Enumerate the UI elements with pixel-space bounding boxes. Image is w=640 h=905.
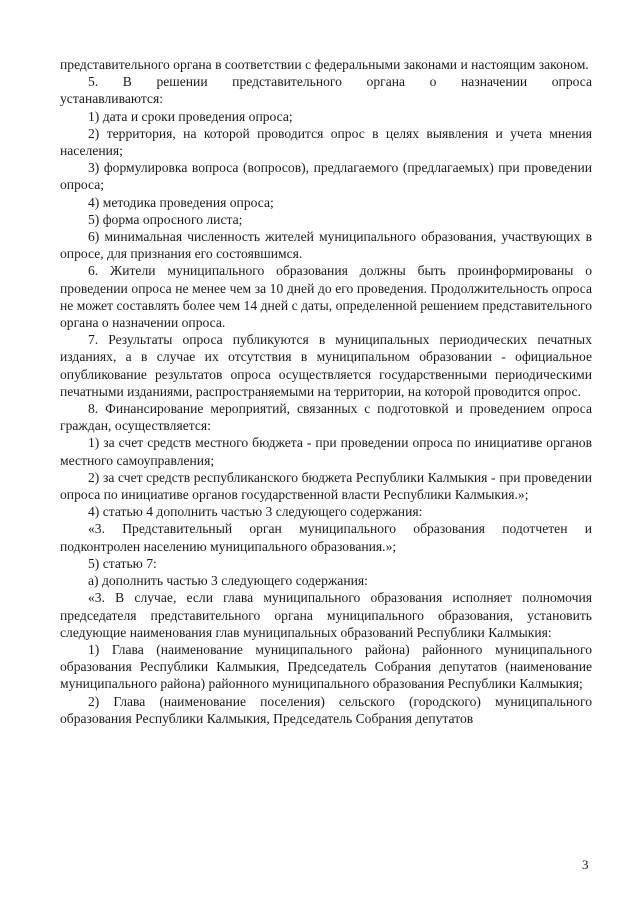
paragraph: 5) статью 7: xyxy=(88,555,157,571)
paragraph: представительного органа в соответствии с федеральными законами и настоящим законом. xyxy=(60,57,589,72)
paragraph: 1) Глава (наименование муниципального района) районного муниципального образования Республики Калмыкия, Председатель Собрания депутатов (наименование муниципального района) районного муниципального образования Республики Калмыкия; xyxy=(60,641,592,692)
paragraph: а) дополнить частью 3 следующего содержания: xyxy=(88,573,368,589)
paragraph: «3. Представительный орган муниципального образования подотчетен и подконтролен населению муниципального образования.»; xyxy=(60,521,592,554)
paragraph: 1) за счет средств местного бюджета - при проведении опроса по инициативе органов местного самоуправления; xyxy=(60,435,592,468)
paragraph: 2) за счет средств республиканского бюджета Республики Калмыкия - при проведении опроса по инициативе органов государственной власти Республики Калмыкия.»; xyxy=(60,469,592,503)
paragraph: 3) формулировка вопроса (вопросов), предлагаемого (предлагаемых) при проведении опроса; xyxy=(60,160,592,193)
paragraph: «3. В случае, если глава муниципального образования исполняет полномочия председателя представительного органа муниципального образования, установить следующие наименования глав муниципальных образований Республики Калмыкия: xyxy=(60,590,592,640)
paragraph: 5. В решении представительного органа о назначении опроса устанавливаются: xyxy=(60,74,592,107)
paragraph: 5) форма опросного листа; xyxy=(88,211,243,227)
paragraph: 1) дата и сроки проведения опроса; xyxy=(88,108,293,124)
paragraph: 6) минимальная численность жителей муниципального образования, участвующих в опросе, для признания его состоявшимся. xyxy=(60,229,592,262)
page-number: 3 xyxy=(582,857,589,872)
paragraph: 7. Результаты опроса публикуются в муниципальных периодических печатных изданиях, а в случае их отсутствия в муниципальном образовании - официальное опубликование результатов опроса осуществляется государственными периодическими печатными изданиями, распространяемыми на территории, на которой проводится опрос. xyxy=(60,332,592,399)
paragraph: 2) Глава (наименование поселения) сельского (городского) муниципального образования Республики Калмыкия, Председатель Собрания депутатов xyxy=(60,693,592,726)
paragraph: 6. Жители муниципального образования должны быть проинформированы о проведении опроса не менее чем за 10 дней до его проведения. Продолжительность опроса не может составлять более чем 14 дней с даты, определенной решением представительного органа о назначении опроса. xyxy=(60,263,592,331)
paragraph: 4) статью 4 дополнить частью 3 следующего содержания: xyxy=(88,504,423,520)
document-body xyxy=(60,56,592,727)
paragraph: 2) территория, на которой проводится опрос в целях выявления и учета мнения населения; xyxy=(60,125,592,159)
paragraph: 8. Финансирование мероприятий, связанных с подготовкой и проведением опроса граждан, осуществляется: xyxy=(60,401,592,434)
paragraph: 4) методика проведения опроса; xyxy=(88,194,274,210)
